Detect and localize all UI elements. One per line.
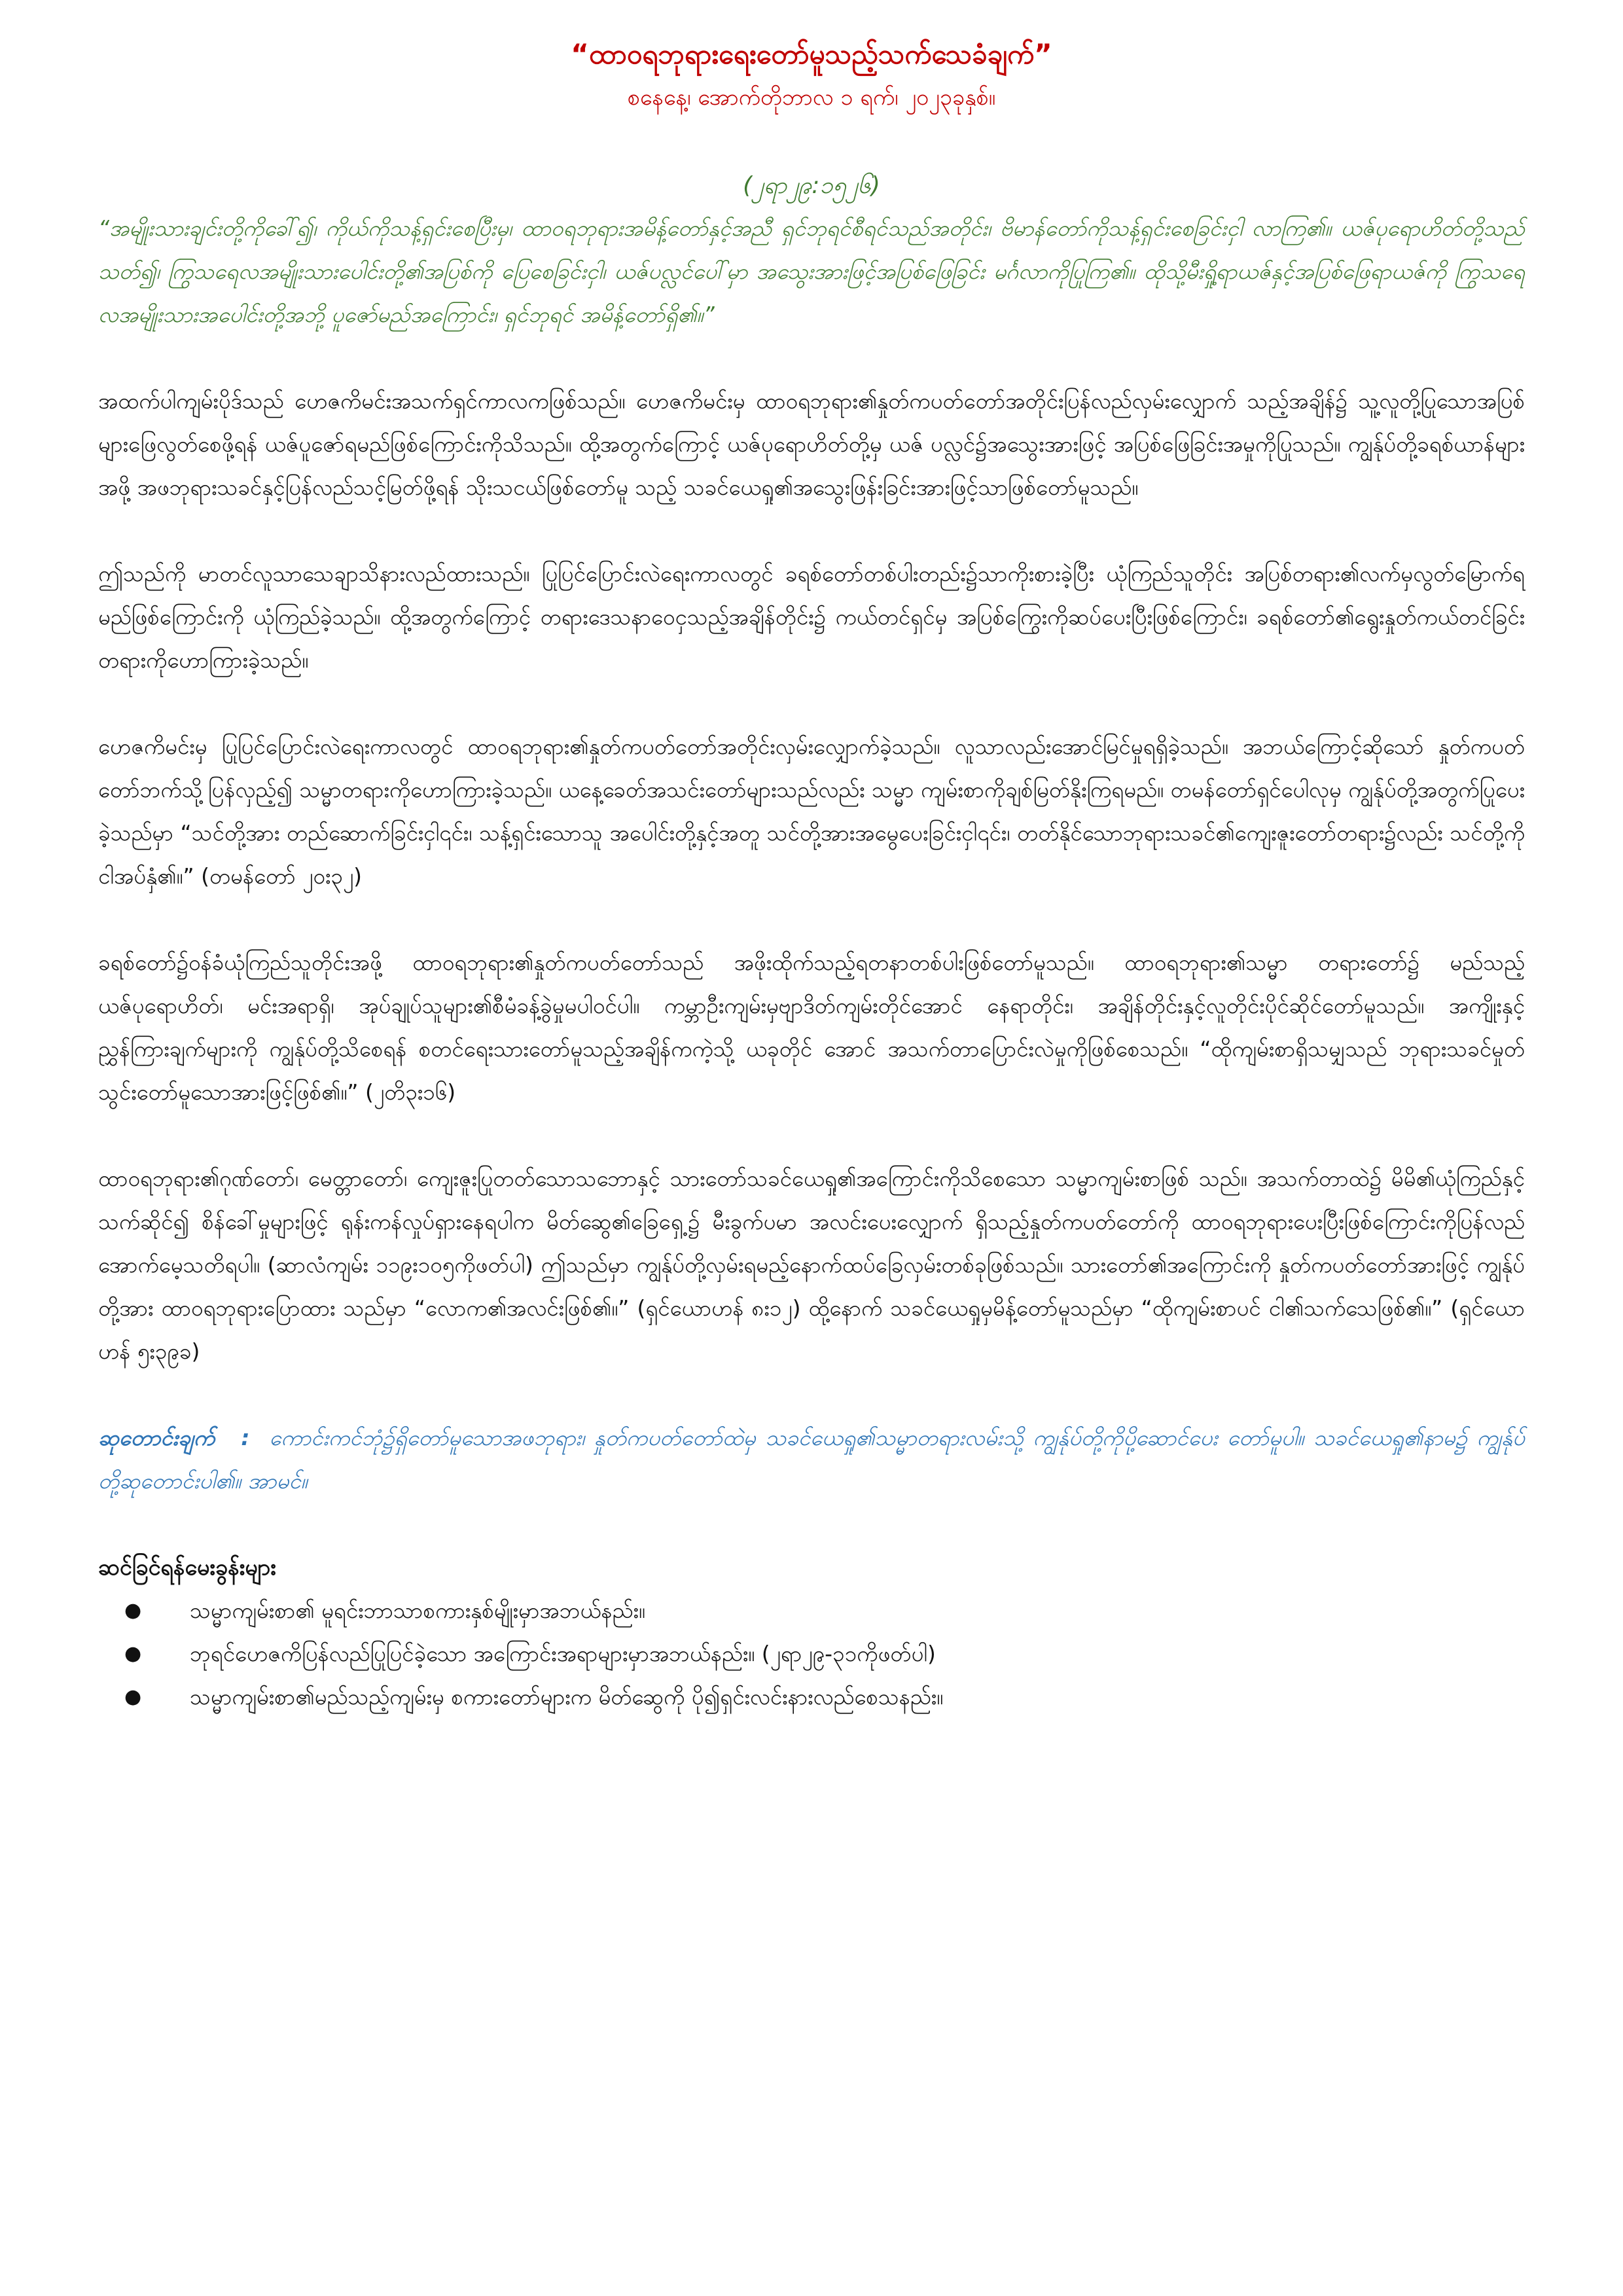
question-text: သမ္မာကျမ်းစာ၏မည်သည့်ကျမ်းမှ စကားတော်များက မိတ်ဆွေကို ပို၍ရှင်းလင်းနားလည်စေသနည်း။: [190, 1684, 944, 1710]
prayer-text: ကောင်းကင်ဘုံ၌ရှိတော်မူသောအဖဘုရား၊ နှုတ်ကပတ်တော်ထဲမှ သခင်ယေရှု၏သမ္မာတရားလမ်းသို့ ကျွန်ုပ်တို့ကိုပို့ဆောင်ပေး တော်မူပါ။ သခင်ယေရှု၏နာမ၌ ကျွန်ုပ်တို့ဆုတောင်းပါ၏။ အာမင်။: [98, 1425, 1525, 1494]
prayer-block: [98, 1416, 1525, 1503]
scripture-reference: (၂ရာ၂၉:၁၅၂၆): [743, 172, 880, 199]
bullet-icon: ●: [124, 1685, 142, 1708]
bullet-icon: ●: [124, 1599, 142, 1622]
body-paragraph-4: ခရစ်တော်၌ဝန်ခံယုံကြည်သူတိုင်းအဖို့ ထာဝရဘုရား၏နှုတ်ကပတ်တော်သည် အဖိုးထိုက်သည့်ရတနာတစ်ပါးဖြစ်တော်မူသည်။ ထာဝရဘုရား၏သမ္မာ တရားတော်၌ မည်သည့်ယဇ်ပုရောဟိတ်၊ မင်းအရာရှိ၊ အုပ်ချုပ်သူများ၏စီမံခန့်ခွဲမှုမပါဝင်ပါ။ ကမ္ဘာဦးကျမ်းမှဗျာဒိတ်ကျမ်းတိုင်အောင် နေရာတိုင်း၊ အချိန်တိုင်းနှင့်လူတိုင်းပိုင်ဆိုင်တော်မူသည်။ အကျိုးနှင့်ညွှန်ကြားချက်များကို ကျွန်ုပ်တို့သိစေရန် စတင်ရေးသားတော်မူသည့်အချိန်ကကဲ့သို့ ယခုတိုင် အောင် အသက်တာပြောင်းလဲမှုကိုဖြစ်စေသည်။ “ထိုကျမ်းစာရှိသမျှသည် ဘုရားသခင်မှုတ်သွင်းတော်မူသောအားဖြင့်ဖြစ်၏။” (၂တိ၃း၁၆): [98, 950, 1525, 1105]
prayer-label: ဆုတောင်းချက်: [98, 1425, 215, 1450]
body-paragraph-1: အထက်ပါကျမ်းပိုဒ်သည် ဟေဇကိမင်းအသက်ရှင်ကာလကဖြစ်သည်။ ဟေဇကိမင်းမှ ထာဝရဘုရား၏နှုတ်ကပတ်တော်အတိုင်းပြန်လည်လှမ်းလျှောက် သည့်အချိန်၌ သူ့လူတို့ပြုသောအပြစ်များဖြေလွတ်စေဖို့ရန် ယဇ်ပူဇော်ရမည်ဖြစ်ကြောင်းကိုသိသည်။ ထို့အတွက်ကြောင့် ယဇ်ပုရောဟိတ်တို့မှ ယဇ် ပလ္လင်၌အသွေးအားဖြင့် အပြစ်ဖြေခြင်းအမှုကိုပြုသည်။ ကျွန်ုပ်တို့ခရစ်ယာန်များအဖို့ အဖဘုရားသခင်နှင့်ပြန်လည်သင့်မြတ်ဖို့ရန် သိုးသငယ်ဖြစ်တော်မူ သည့် သခင်ယေရှု၏အသွေးဖြန်းခြင်းအားဖြင့်သာဖြစ်တော်မူသည်။: [98, 388, 1525, 500]
question-text: ဘုရင်ဟေဇကိပြန်လည်ပြုပြင်ခဲ့သော အကြောင်းအရာများမှာအဘယ်နည်း။ (၂ရာ၂၉-၃၁ကိုဖတ်ပါ): [190, 1641, 936, 1666]
body-paragraph-3: ဟေဇကိမင်းမှ ပြုပြင်ပြောင်းလဲရေးကာလတွင် ထာဝရဘုရား၏နှုတ်ကပတ်တော်အတိုင်းလှမ်းလျှောက်ခဲ့သည်။ လူသာလည်းအောင်မြင်မှုရရှိခဲ့သည်။ အဘယ်ကြောင့်ဆိုသော် နှုတ်ကပတ်တော်ဘက်သို့ပြန်လှည့်၍ သမ္မာတရားကိုဟောကြားခဲ့သည်။ ယနေ့ခေတ်အသင်းတော်များသည်လည်း သမ္မာ ကျမ်းစာကိုချစ်မြတ်နိုးကြရမည်။ တမန်တော်ရှင်ပေါလုမှ ကျွန်ုပ်တို့အတွက်ပြုပေးခဲ့သည်မှာ “သင်တို့အား တည်ဆောက်ခြင်းငှါ၎င်း၊ သန့်ရှင်းသောသူ အပေါင်းတို့နှင့်အတူ သင်တို့အားအမွေပေးခြင်းငှါ၎င်း၊ တတ်နိုင်သောဘုရားသခင်၏ကျေးဇူးတော်တရား၌လည်း သင်တို့ကို ငါအပ်နှံ၏။” (တမန်တော် ၂၀း၃၂): [98, 734, 1525, 889]
page-date: စနေနေ့၊ အောက်တိုဘာလ ၁ ရက်၊ ၂၀၂၃ခုနှစ်။: [627, 84, 996, 111]
scripture-text: “အမျိုးသားချင်းတို့ကိုခေါ်၍၊ ကိုယ်ကိုသန့်ရှင်းစေပြီးမှ၊ ထာဝရဘုရားအမိန့်တော်နှင့်အညီ ရှင်ဘုရင်စီရင်သည်အတိုင်း၊ ဗိမာန်တော်ကိုသန့်ရှင်းစေခြင်းငှါ လာကြ၏။ ယဇ်ပုရောဟိတ်တို့သည်သတ်၍၊ ကြွသရေလအမျိုးသားပေါင်းတို့၏အပြစ်ကို ပြေစေခြင်းငှါ၊ ယဇ်ပလ္လင်ပေါ်မှာ အသွေးအားဖြင့်အပြစ်ဖြေခြင်း မင်္ဂလာကိုပြုကြ၏။ ထိုသို့မီးရှို့ရာယဇ်နှင့်အပြစ်ဖြေရာယဇ်ကို ကြွသရေလအမျိုးသားအပေါင်းတို့အဘို့ ပူဇော်မည်အကြောင်း၊ ရှင်ဘုရင် အမိန့်တော်ရှိ၏။”: [98, 215, 1525, 327]
questions-title: ဆင်ခြင်ရန်မေးခွန်းများ: [98, 1554, 276, 1581]
question-text: သမ္မာကျမ်းစာ၏ မူရင်းဘာသာစကားနှစ်မျိုးမှာအဘယ်နည်း။: [190, 1598, 645, 1623]
page-title: “ထာဝရဘုရားရေးတော်မူသည့်သက်သေခံချက်”: [571, 38, 1052, 70]
prayer-separator: :: [241, 1425, 250, 1450]
question-item: [124, 1632, 1525, 1676]
question-item: [124, 1589, 1525, 1632]
question-item: [124, 1676, 1525, 1719]
body-paragraph-2: ဤသည်ကို မာတင်လူသာသေချာသိနားလည်ထားသည်။ ပြုပြင်ပြောင်းလဲရေးကာလတွင် ခရစ်တော်တစ်ပါးတည်း၌သာကိုးစားခဲ့ပြီး ယုံကြည်သူတိုင်း အပြစ်တရား၏လက်မှလွတ်မြောက်ရမည်ဖြစ်ကြောင်းကို ယုံကြည်ခဲ့သည်။ ထို့အတွက်ကြောင့် တရားဒေသနာဝေငှသည့်အချိန်တိုင်း၌ ကယ်တင်ရှင်မှ အပြစ်ကြွေးကိုဆပ်ပေးပြီးဖြစ်ကြောင်း၊ ခရစ်တော်၏ရွေးနှုတ်ကယ်တင်ခြင်းတရားကိုဟောကြားခဲ့သည်။: [98, 561, 1525, 673]
body-paragraph-5: ထာဝရဘုရား၏ဂုဏ်တော်၊ မေတ္တာတော်၊ ကျေးဇူးပြုတတ်သောသဘောနှင့် သားတော်သခင်ယေရှု၏အကြောင်းကိုသိစေသော သမ္မာကျမ်းစာဖြစ် သည်။ အသက်တာထဲ၌ မိမိ၏ယုံကြည်နှင့်သက်ဆိုင်၍ စိန်ခေါ်မှုများဖြင့် ရုန်းကန်လှုပ်ရှားနေရပါက မိတ်ဆွေ၏ခြေရှေ့၌ မီးခွက်ပမာ အလင်းပေးလျှောက် ရှိသည့်နှုတ်ကပတ်တော်ကို ထာဝရဘုရားပေးပြီးဖြစ်ကြောင်းကိုပြန်လည်အောက်မေ့သတိရပါ။ (ဆာလံကျမ်း ၁၁၉း၁၀၅ကိုဖတ်ပါ) ဤသည်မှာ ကျွန်ုပ်တို့လှမ်းရမည့်နောက်ထပ်ခြေလှမ်းတစ်ခုဖြစ်သည်။ သားတော်၏အကြောင်းကို နှုတ်ကပတ်တော်အားဖြင့် ကျွန်ုပ်တို့အား ထာဝရဘုရားပြောထား သည်မှာ “လောက၏အလင်းဖြစ်၏။” (ရှင်ယောဟန် ၈း၁၂) ထို့နောက် သခင်ယေရှုမှမိန့်တော်မူသည်မှာ “ထိုကျမ်းစာပင် ငါ၏သက်သေဖြစ်၏။” (ရှင်ယောဟန် ၅း၃၉ခ): [98, 1166, 1525, 1364]
bullet-icon: ●: [124, 1642, 142, 1665]
questions-list: [98, 1589, 1525, 1719]
